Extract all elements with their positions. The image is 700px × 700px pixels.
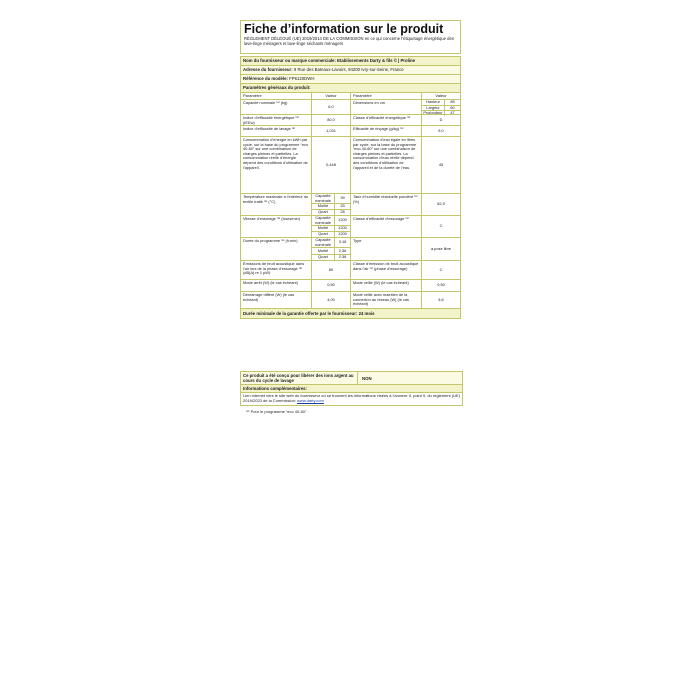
supplier-info (240, 56, 461, 319)
param-row-spin-speed: Vitesse d’essorage ⁽ᵃ⁾ (tours/min) Capacité nominale 1200 Moitié 1200 Quart 1200 (241, 216, 350, 238)
param-row-rinse-efficiency: Efficacité de rinçage (g/kg) ⁽ᵃ⁾ 5,0 (351, 126, 460, 137)
param-row-networked-standby: Mode veille avec maintien de la connexion au réseau (W) (le cas échéant) 5,6 (353, 292, 444, 307)
param-row-energy-class: Classe d’efficacité énergétique ⁽ᵃ⁾ D (351, 115, 460, 126)
param-row-wash-index: Indice d’efficacité de lavage ⁽ᵃ⁾ 1,031 (241, 126, 350, 137)
param-row-water-consumption: Consommation d’eau égale en litres par cycle, sur la base du programme “eco 40-60” sur une combinaison de charges pleines et partielles. La consommation d’eau réelle dépend des conditions d’utilisation de l’appareil et de la dureté de l’eau. 45 (351, 137, 460, 194)
general-params-heading: Paramètres généraux du produit: (241, 84, 460, 93)
supplier-website-link[interactable]: www.darty.com (297, 397, 324, 403)
param-row-eei: Indice d’efficacité énergétique ⁽ᵃ⁾ (IEEᴡ) 80,0 (241, 115, 350, 126)
param-row-type: Type à pose libre (351, 238, 460, 261)
supplier-name-row: Nom du fournisseur ou marque commerciale: Etablissements Darty & fils © | Proline (241, 57, 460, 66)
param-row-noise-emission: Émissions de bruit acoustique dans l’air lors de la phase d’essorage ⁽ᵃ⁾ (dB(A) re 1 pW) 80 (241, 261, 350, 280)
param-row-residual-humidity: Taux d’humidité résiduelle pondéré ⁽ᵃ⁾ (%) 62,9 (351, 194, 460, 216)
param-row-energy-consumption: Consommation d’énergie en kWh par cycle, sur la base du programme “eco 40-60” sur une combinaison de charges pleines et partielles. La consommation réelle d’énergie dépend des conditions d’utilisation de l’appareil. 0,448 (241, 137, 350, 194)
page-title: Fiche d’information sur le produit (244, 22, 444, 36)
param-row-dimensions: Dimensions en cm Hauteur 85 Largeur 60 Profondeur 47 (351, 100, 460, 115)
supplier-address-row: Adresse du fournisseur: 9 Rue des Bateaux-Lavoirs, 94200 Ivry-sur-Seine, France (241, 66, 460, 75)
param-row-program-duration: Durée du programme ⁽ᵃ⁾ (h:min) Capacité nominale 3:18 Moitié 2:36 Quart 2:36 (241, 238, 350, 261)
column-header: Paramètre Valeur (241, 93, 350, 100)
title-box (240, 20, 461, 54)
param-row-max-temperature: Température maximale à l’intérieur du textile traité ⁽ᵃ⁾ (°C) Capacité nominale 39 Moitié 33 Quart 28 (241, 194, 350, 216)
footnote: ⁽ᵃ⁾ Pour le programme “eco 40-60”. (246, 409, 308, 414)
column-header: Paramètre Valeur (351, 93, 460, 100)
left-parameter-column (241, 93, 350, 308)
silver-ions-row: Ce produit a été conçu pour libérer des ions argent au cours du cycle de lavage NON (241, 372, 462, 385)
additional-info-text: Lien internet vers le site web du fournisseur où se trouvent les informations visées à l’annexe II, point 9, du règlement (UE) 2019/2023 de la Commission: www.darty.com (243, 393, 461, 403)
product-information-sheet (240, 20, 461, 319)
regulation-subtitle: RÈGLEMENT DÉLÉGUÉ (UE) 2019/2014 DE LA COMMISSION en ce qui concerne l’étiquetage énergétique des lave-linge ménagers et lave-linge séchants ménagers (244, 36, 454, 46)
param-row-delay-start: Démarrage différé (W) (le cas échéant) 4,00 (241, 292, 350, 308)
additional-info-box (240, 371, 463, 406)
param-row-spin-class: Classe d’efficacité d’essorage ⁽ᵃ⁾ C (351, 216, 460, 238)
param-row-standby-mode: Mode veille (W) (le cas échéant) 0,50 (351, 280, 460, 292)
guarantee-duration: Durée minimale de la garantie offerte par le fournisseur: 24 mois (241, 308, 460, 318)
parameters-table (241, 93, 460, 308)
model-reference-row: Référence du modèle: FP6120DWH (241, 75, 460, 84)
additional-info-heading: Informations complémentaires: (241, 385, 462, 393)
param-row-off-mode: Mode arrêt (W) (le cas échéant) 0,50 (241, 280, 350, 292)
right-parameter-column (350, 93, 460, 308)
param-row-noise-class: Classe d’émission de bruit acoustique dans l’air ⁽ᵃ⁾ (phase d’essorage) C (351, 261, 460, 280)
param-row-capacity: Capacité nominale ⁽ᵃ⁾ (kg) 6,0 (241, 100, 350, 115)
